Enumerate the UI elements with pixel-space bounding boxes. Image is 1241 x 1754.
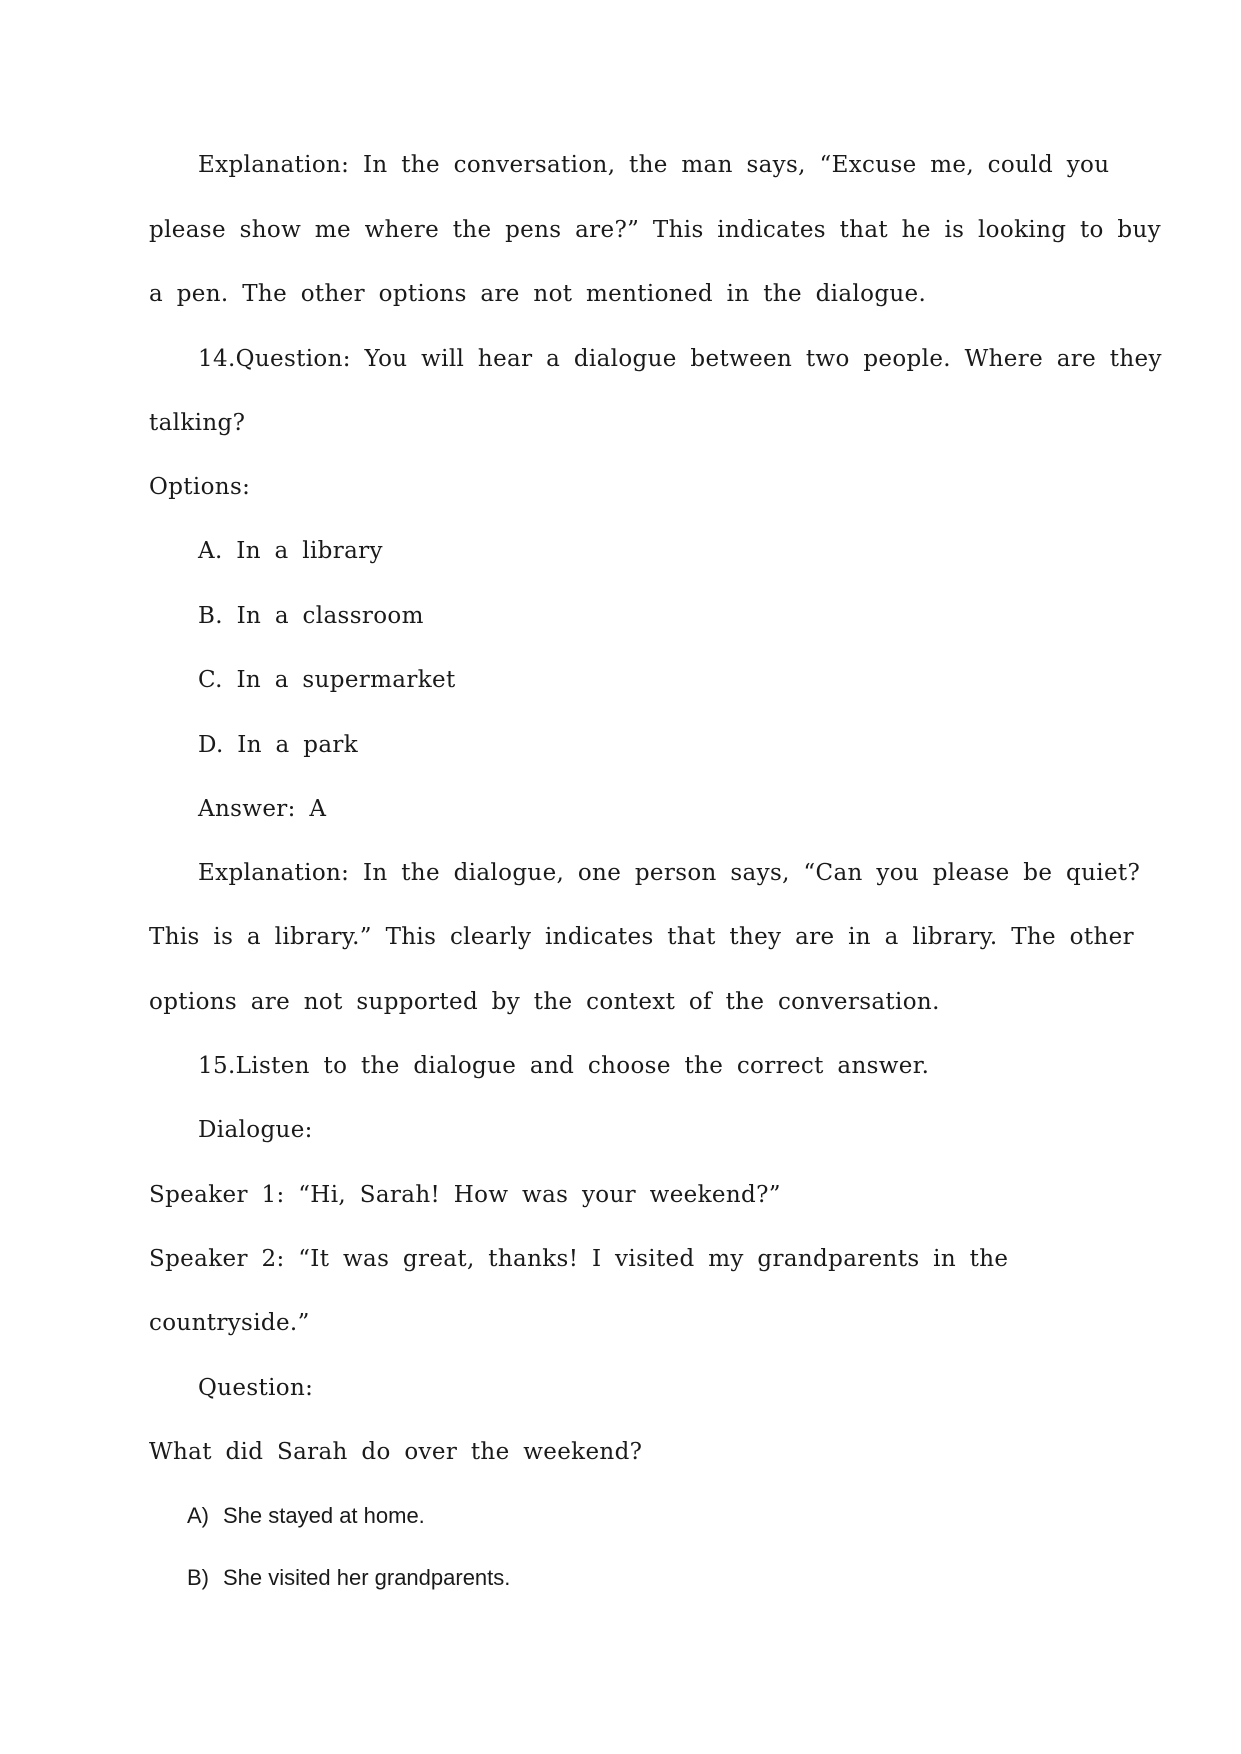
q15-option-a-letter: A): [187, 1503, 209, 1528]
q14-option-b: B. In a classroom: [198, 603, 424, 629]
q15-option-a-text: She stayed at home.: [223, 1503, 425, 1528]
q15-question-text: What did Sarah do over the weekend?: [149, 1439, 643, 1465]
q15-dialogue-label: Dialogue:: [198, 1117, 313, 1143]
q14-options-label: Options:: [149, 474, 251, 500]
q15-option-a: [187, 1503, 425, 1529]
q15-option-b-text: She visited her grandparents.: [223, 1565, 511, 1590]
q15-speaker-2-line-1: Speaker 2: “It was great, thanks! I visited my grandparents in the: [149, 1246, 1009, 1272]
q14-question-line-2: talking?: [149, 410, 246, 436]
q13-explanation-line-3: a pen. The other options are not mentioned in the dialogue.: [149, 281, 927, 307]
q13-explanation-line-1: Explanation: In the conversation, the man says, “Excuse me, could you: [198, 152, 1110, 178]
q14-option-a: A. In a library: [198, 538, 383, 564]
q14-question-line-1: 14.Question: You will hear a dialogue between two people. Where are they: [198, 346, 1162, 372]
q13-explanation-line-2: please show me where the pens are?” This indicates that he is looking to buy: [149, 217, 1161, 243]
q15-option-b-letter: B): [187, 1565, 209, 1590]
q14-answer: Answer: A: [198, 796, 327, 822]
q14-option-d: D. In a park: [198, 732, 359, 758]
q15-question-label: Question:: [198, 1375, 314, 1401]
q15-speaker-1: Speaker 1: “Hi, Sarah! How was your weekend?”: [149, 1182, 781, 1208]
q14-explanation-line-1: Explanation: In the dialogue, one person says, “Can you please be quiet?: [198, 860, 1141, 886]
q14-option-c: C. In a supermarket: [198, 667, 456, 693]
q14-explanation-line-2: This is a library.” This clearly indicates that they are in a library. The other: [149, 924, 1134, 950]
q15-speaker-2-line-2: countryside.”: [149, 1310, 310, 1336]
q14-explanation-line-3: options are not supported by the context of the conversation.: [149, 989, 940, 1015]
q15-option-b: [187, 1565, 510, 1591]
q15-instruction: 15.Listen to the dialogue and choose the correct answer.: [198, 1053, 930, 1079]
